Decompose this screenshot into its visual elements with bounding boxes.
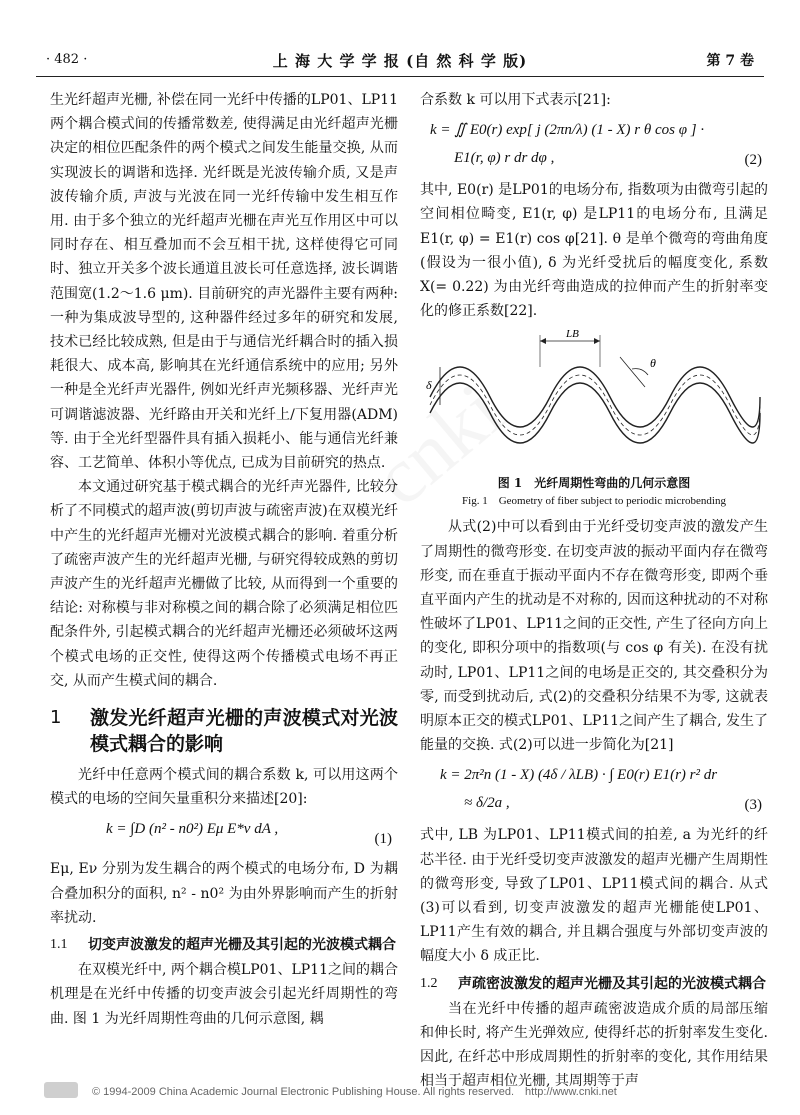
left-paragraph-2: 本文通过研究基于模式耦合的光纤声光器件, 比较分析了不同模式的超声波(剪切声波与疏密声波)在双模光纤中产生的光纤超声光栅对光波模式耦合的影响. 着重分析了疏密声波产生的光纤超声光栅, 与研究得较成熟的剪切声波产生的光纤超声光栅做了比较, 从而得到一个重要的结论: 对称模与非对称模之间的耦合除了必须满足相位匹配条件外, 引起模式耦合的光纤超声光栅还必须破坏这两个模式电场的正交性, 使得这两个传播模式电场不再正交, 从而产生模式间的耦合.: [50, 479, 398, 689]
label-delta: δ: [426, 378, 432, 393]
right-paragraph-1: 合系数 k 可以用下式表示[21]:: [420, 92, 611, 108]
volume-label: 第 7 卷: [706, 53, 754, 69]
left-column: [50, 88, 398, 1031]
page-number: · 482 ·: [46, 52, 88, 67]
right-column: [420, 88, 768, 1093]
equation-1-body: k = ∫D (n² - n0²) Eμ E*ν dA ,: [106, 821, 279, 838]
theta-line: [620, 357, 645, 387]
equation-3-line-2: ≈ δ/2a ,: [464, 795, 510, 812]
equation-2-number: (2): [744, 152, 762, 168]
right-paragraph-2: 其中, E0(r) 是LP01的电场分布, 指数项为由微弯引起的空间相位畸变, E1(r, φ) 是LP11的电场分布, 且满足 E1(r, φ) = E1(r) cos φ[21]. θ 是单个微弯的弯曲角度(假设为一很小值), δ 为光纤受扰后的幅度变化, 系数 X(= 0.22) 为由光纤弯曲造成的拉伸而产生的折射率变化的修正系数[22].: [420, 182, 768, 320]
figure-1-caption-en: Fig. 1 Geometry of fiber subject to periodic microbending: [462, 494, 726, 507]
copyright-text: © 1994-2009 China Academic Journal Electronic Publishing House. All rights reserved. http://www.cnki.net: [92, 1086, 617, 1098]
figure-1-caption-zh: 图 1 光纤周期性弯曲的几何示意图: [497, 475, 691, 490]
left-paragraph-3: 光纤中任意两个模式间的耦合系数 k, 可以用这两个模式的电场的空间矢量重积分来描述[20]:: [50, 767, 398, 808]
page-footer: [36, 1080, 764, 1102]
equation-3: [420, 759, 768, 821]
label-theta: θ: [650, 356, 656, 371]
equation-2-line-2: E1(r, φ) r dr dφ ,: [454, 150, 555, 167]
right-paragraph-5: 当在光纤中传播的超声疏密波造成介质的局部压缩和伸长时, 将产生光弹效应, 使得纤芯的折射率发生变化. 因此, 在纤芯中形成周期性的折射率的变化, 其作用结果相当于超声相位光栅, 其周期等于声: [420, 1000, 768, 1090]
section-1-number: 1: [50, 707, 62, 729]
section-1-1-title: 切变声波激发的超声光栅及其引起的光波模式耦合: [88, 937, 396, 954]
equation-1: [50, 813, 398, 855]
equation-3-number: (3): [744, 797, 762, 814]
equation-1-number: (1): [374, 831, 392, 848]
right-paragraph-4: 式中, LB 为LP01、LP11模式间的拍差, a 为光纤的纤芯半径. 由于光纤受切变声波激发的超声光栅产生周期性的微弯形变, 导致了LP01、LP11模式间的耦合. 从式(3)可以看到, 切变声波激发的超声光栅能使LP01、LP11产生有效的耦合, 并且耦合强度与外部切变声波的幅度大小 δ 成正比.: [420, 827, 768, 965]
fiber-outer-wave-bottom: [430, 383, 760, 443]
section-1-1-heading: [50, 934, 398, 956]
lb-arrowhead-left: [540, 338, 546, 344]
right-paragraph-3: 从式(2)中可以看到由于光纤受切变声波的激发产生了周期性的微弯形变. 在切变声波的振动平面内存在微弯形变, 而在垂直于振动平面内不存在微弯形变, 即两个垂直平面内产生的扰动是不对称的, 因而这种扰动的不对称性破坏了LP01、LP11之间的正交性, 产生了径向方向上的变化, 即积分项中的指数项(与 cos φ 有关). 在没有扰动时, LP01、LP11之间的电场是正交的, 其交叠积分为零, 而受到扰动后, 式(2)的交叠积分结果不为零, 这就表明原本正交的模式LP01、LP11之间产生了耦合, 发生了能量的交换. 式(2)可以进一步简化为[21]: [420, 519, 768, 754]
label-lb: LB: [566, 328, 579, 341]
section-1-heading: [50, 705, 398, 757]
fiber-core-wave: [430, 375, 760, 435]
section-1-2-title: 声疏密波激发的超声光栅及其引起的光波模式耦合: [458, 975, 766, 992]
publisher-logo-icon: [44, 1082, 78, 1098]
journal-title: 上 海 大 学 学 报 (自 然 科 学 版): [272, 52, 528, 70]
section-1-title: 激发光纤超声光栅的声波模式对光波模式耦合的影响: [90, 707, 398, 756]
lb-arrowhead-right: [594, 338, 600, 344]
left-paragraph-4: Eμ, Eν 分别为发生耦合的两个模式的电场分布, D 为耦合叠加积分的面积, n² - n0² 为由外界影响而产生的折射率扰动.: [50, 861, 398, 926]
left-paragraph-5: 在双模光纤中, 两个耦合模LP01、LP11之间的耦合机理是在光纤中传播的切变声波会引起光纤周期性的弯曲. 图 1 为光纤周期性弯曲的几何示意图, 耦: [50, 962, 398, 1027]
equation-3-line-1: k = 2π²n (1 - X) (4δ / λLB) · ∫ E0(r) E1(r) r² dr: [440, 767, 718, 784]
section-1-1-number: 1.1: [50, 937, 68, 953]
left-paragraph-1: 生光纤超声光栅, 补偿在同一光纤中传播的LP01、LP11两个耦合模式间的传播常数差, 使得满足由光纤超声光栅决定的相位匹配条件的两个模式之间发生能量交换, 从而实现波长的调谐和选择. 光纤既是光波传输介质, 又是声波传输介质, 声波与光波在同一光纤传输中发生相互作用. 由于多个独立的光纤超声光栅在声光互作用区中可以同时存在、相互叠加而不会互相干扰, 这样使得它可同时、独立开关多个波长通道且波长可任意选择, 波长调谐范围宽(1.2～1.6 μm). 目前研究的声光器件主要有两种: 一种为集成波导型的, 这种器件经过多年的研究和发展, 技术已经比较成熟, 但是由于与通信光纤耦合时的插入损耗很大、成本高, 影响其在光纤通信系统中的应用; 另外一种是全光纤声光器件, 例如光纤声光频移器、光纤声光可调谐滤波器、光纤路由开关和光纤上/下复用器(ADM)等. 由于全光纤型器件具有插入损耗小、能与通信光纤兼容、工艺简单、体积小等优点, 已成为目前研究的热点.: [50, 92, 398, 472]
equation-2-line-1: k = ∬ E0(r) exp[ j (2πn/λ) (1 - X) r θ cos φ ] ·: [430, 122, 705, 139]
page-header: [36, 48, 764, 77]
microbending-diagram: [420, 327, 768, 465]
fiber-outer-wave-top: [430, 367, 760, 427]
figure-1: [420, 327, 768, 513]
equation-2: [420, 114, 768, 176]
section-1-2-heading: [420, 973, 768, 995]
section-1-2-number: 1.2: [420, 975, 438, 991]
